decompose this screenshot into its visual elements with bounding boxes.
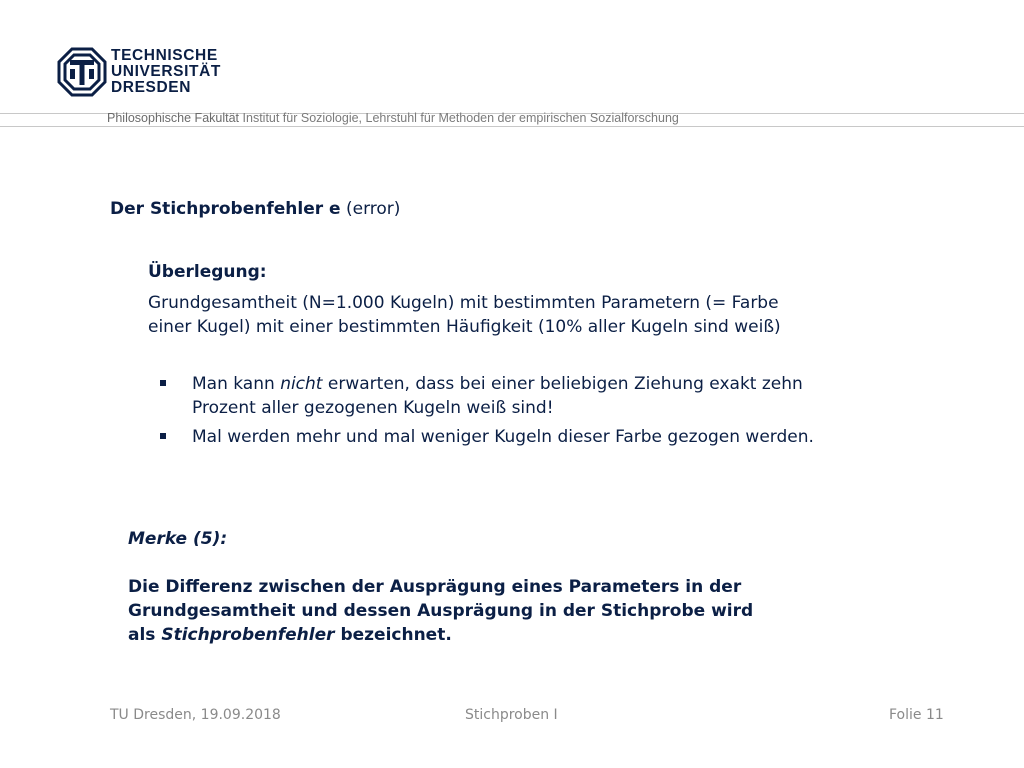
slide-title-bold: Der Stichprobenfehler e: [110, 199, 341, 219]
faculty-line: [107, 111, 679, 125]
bullet-1-after: erwarten, dass bei einer beliebigen Ziehung exakt zehn: [322, 374, 803, 394]
subheading: Überlegung:: [148, 262, 267, 282]
logo-line-3: DRESDEN: [111, 79, 191, 96]
merke-heading-text: Merke (5):: [128, 529, 228, 549]
footer-date: TU Dresden, 19.09.2018: [110, 707, 281, 723]
institute-name: Institut für Soziologie, Lehrstuhl für Methoden der empirischen Sozialforschung: [242, 111, 679, 125]
merke-line-1: Die Differenz zwischen der Ausprägung eines Parameters in der: [128, 577, 742, 597]
bullet-text-2: Mal werden mehr und mal weniger Kugeln dieser Farbe gezogen werden.: [192, 427, 814, 447]
logo-line-2: UNIVERSITÄT: [111, 63, 221, 80]
bullet-1-line-1: [192, 372, 803, 396]
bullet-square-icon: [160, 380, 166, 386]
header-bottom-rule: [0, 126, 1024, 127]
bullet-1-italic: nicht: [280, 374, 323, 394]
bullet-square-icon: [160, 433, 166, 439]
tu-logo-mark-icon: [57, 47, 107, 97]
paragraph: [148, 291, 938, 339]
bullet-text-1: [192, 372, 803, 420]
merke-box: [128, 527, 753, 647]
merke-line-3-before: als: [128, 625, 162, 645]
footer-title: Stichproben I: [465, 707, 558, 723]
bullet-1-line-2: Prozent aller gezogenen Kugeln weiß sind!: [192, 398, 554, 418]
merke-line-3-italic: Stichprobenfehler: [161, 625, 335, 645]
logo-wordmark: [111, 48, 221, 96]
tu-dresden-logo: [57, 47, 227, 99]
faculty-name: Philosophische Fakultät: [107, 111, 240, 125]
bullet-1-before: Man kann: [192, 374, 281, 394]
merke-line-3-after: bezeichnet.: [334, 625, 452, 645]
merke-line-2: Grundgesamtheit und dessen Ausprägung in der Stichprobe wird: [128, 601, 754, 621]
slide-title-rest: (error): [345, 199, 401, 219]
merke-spacer: [128, 551, 753, 575]
paragraph-line-2: einer Kugel) mit einer bestimmten Häufigkeit (10% aller Kugeln sind weiß): [148, 317, 781, 337]
merke-heading: [128, 527, 753, 551]
footer-slide-number: Folie 11: [889, 707, 944, 723]
slide-title: [110, 199, 400, 219]
paragraph-line-1: Grundgesamtheit (N=1.000 Kugeln) mit bestimmten Parametern (= Farbe: [148, 293, 779, 313]
merke-line-3: [128, 623, 753, 647]
logo-line-1: TECHNISCHE: [111, 47, 218, 64]
